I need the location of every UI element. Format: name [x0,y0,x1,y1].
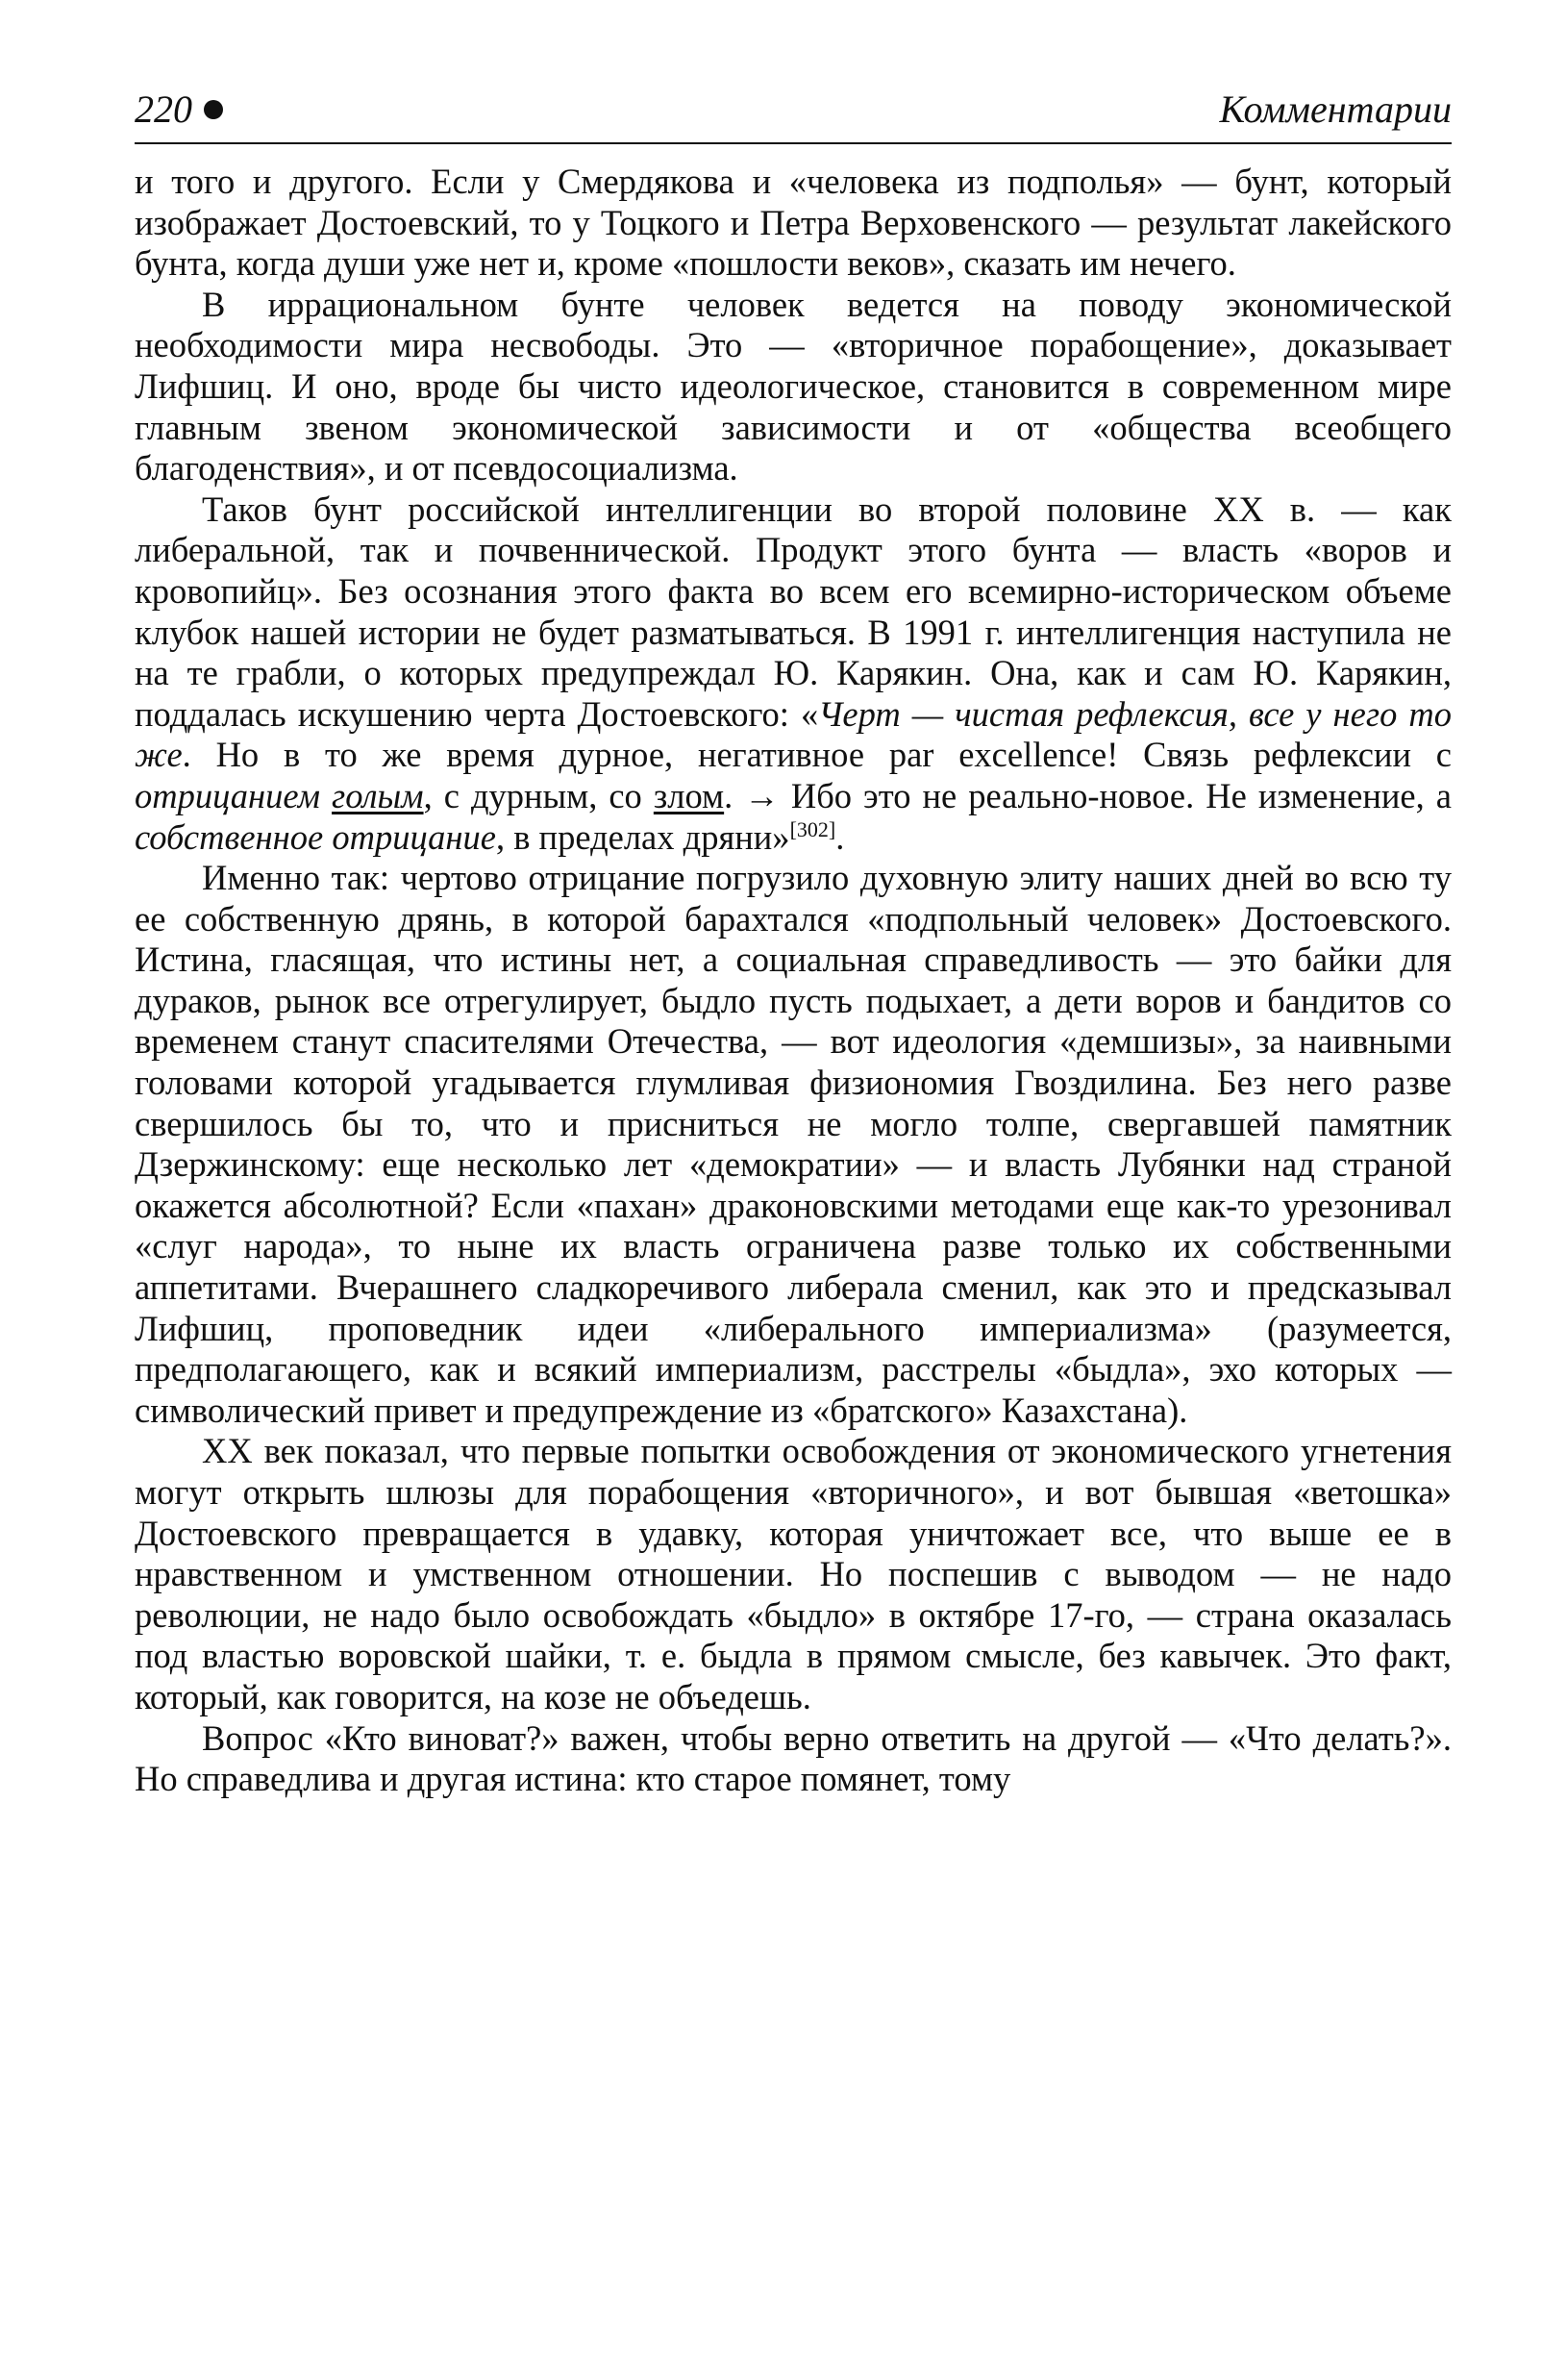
p3-text-a: Таков бунт российской интеллигенции во второй половине XX в. — как либеральной, так и почвеннической. Продукт этого бунта — власть «воров и кровопийц». Без осознания этого факта во всем его всемирно-историческом объеме клубок нашей истории не будет разматываться. В 1991 г. интеллигенция наступила не на те грабли, о которых предупреждал Ю. Карякин. Она, как и сам Ю. Карякин, поддалась искушению черта Достоевского: « [135,489,1452,734]
page-number-text: 220 [135,88,192,131]
body-text [135,162,1452,1800]
paragraph-5: XX век показал, что первые попытки освобождения от экономического угнетения могут открыть шлюзы для порабощения «вторичного», и вот бывшая «ветошка» Достоевского превращается в удавку, которая уничтожает все, что выше ее в нравственном и умственном отношении. Но поспешив с выводом — не надо революции, не надо было освобождать «быдло» в октябре 17-го, — страна оказалась под властью воровской шайки, т. е. быдла в прямом смысле, без кавычек. Это факт, который, как говорится, на козе не объедешь. [135,1431,1452,1716]
paragraph-4: Именно так: чертово отрицание погрузило духовную элиту наших дней во всю ту ее собственную дрянь, в которой барахтался «подпольный человек» Достоевского. Истина, гласящая, что истины нет, а социальная справедливость — это байки для дураков, рынок все отрегулирует, быдло пусть подыхает, а дети воров и бандитов со временем станут спасителями Отечества, — вот идеология «демшизы», за наивными головами которой угадывается глумливая физиономия Гвоздилина. Без него разве свершилось бы то, что и присниться не могло толпе, свергавшей памятник Дзержинскому: еще несколько лет «демократии» — и власть Лубянки над страной окажется абсолютной? Если «пахан» драконовскими методами еще как-то урезонивал «слуг народа», то ныне их власть ограничена разве только их собственными аппетитами. Вчерашнего сладкоречивого либерала сменил, как это и предсказывал Лифшиц, проповедник идеи «либерального империализма» (разумеется, предполагающего, как и всякий империализм, расстрелы «быдла», эхо которых — символический привет и предупреждение из «братского» Казахстана). [135,858,1452,1430]
p3-underlined-golym: голым [332,775,424,815]
p3-text-k: . [835,816,845,857]
p3-text-h: . → Ибо это не реально-новое. Не изменение, а [724,775,1452,815]
running-head [135,87,1452,144]
p3-text-f: , с дурным, со [423,775,654,815]
paragraph-2: В иррациональном бунте человек ведется на поводу экономической необходимости мира несвободы. Это — «вторичное порабощение», доказывает Лифшиц. И оно, вроде бы чисто идеологическое, становится в современном мире главным звеном экономической зависимости и от «общества всеобщего благоденствия», и от псевдосоциализма. [135,284,1452,489]
bullet-icon [204,100,223,119]
page-number [135,87,223,133]
paragraph-1: и того и другого. Если у Смердякова и «человека из подполья» — бунт, который изображает Достоевский, то у Тоцкого и Петра Верховенского — результат лакейского бунта, когда души уже нет и, кроме «пошлости веков», сказать им нечего. [135,162,1452,284]
p3-text-j: , в пределах дряни» [495,816,790,857]
p3-underlined-zlom: злом [653,775,725,815]
p3-text-c: . Но в то же время дурное, негативное par excellence! Связь рефлексии с [182,735,1452,775]
p3-quote-italic: Черт — чистая рефлексия, все у него то же [135,693,1452,775]
paragraph-6: Вопрос «Кто виноват?» важен, чтобы верно ответить на другой — «Что делать?». Но справедлива и другая истина: кто старое помянет, тому [135,1717,1452,1799]
paragraph-3 [135,489,1452,858]
p3-italic-otricanie: собственное отрицание [135,816,496,857]
p3-italic-otricaniem: отрицанием [135,775,333,815]
book-page [135,87,1452,1800]
section-title: Комментарии [1219,88,1452,131]
footnote-reference[interactable]: [302] [789,816,836,841]
